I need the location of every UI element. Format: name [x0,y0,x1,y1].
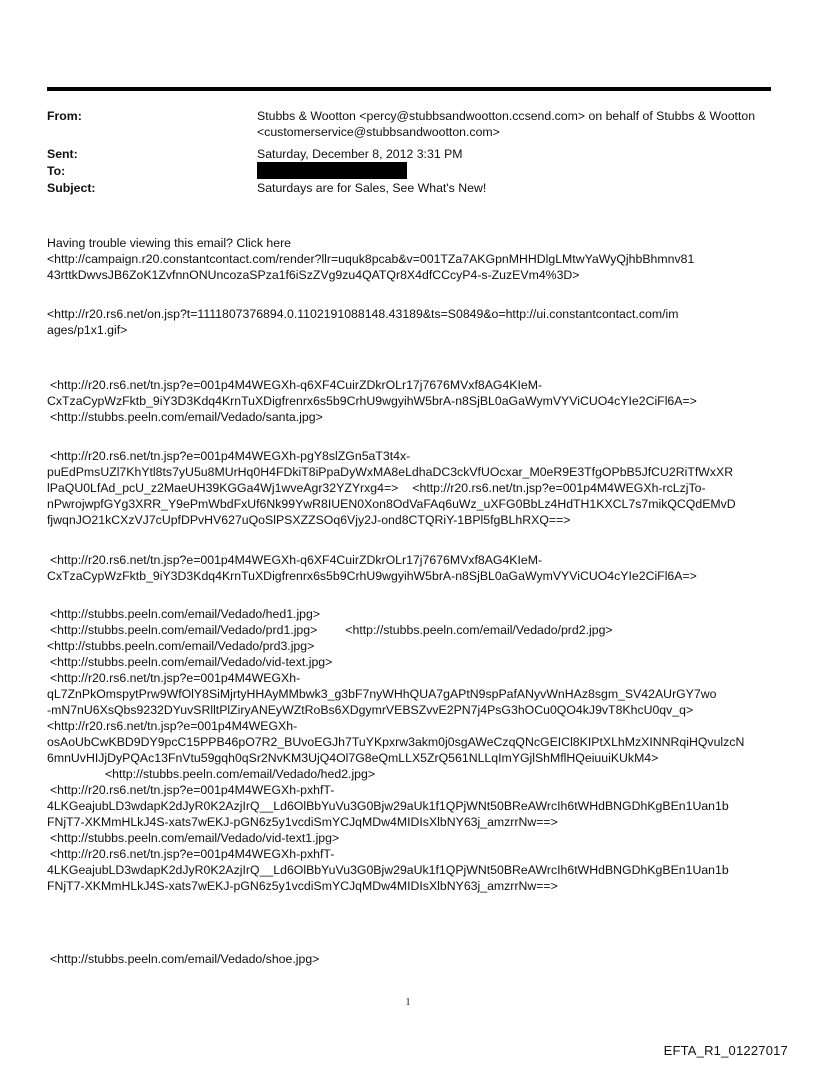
link-line[interactable]: <http://r20.rs6.net/tn.jsp?e=001p4M4WEGXh-q6XF4CuirZDkrOLr17j7676MVxf8AG4KIeM- [50,553,543,567]
link-line[interactable]: <http://r20.rs6.net/on.jsp?t=1111807376894.0.1102191088148.43189&ts=S0849&o=http://ui.constantcontact.com/im [47,307,679,321]
subject-label: Subject: [47,181,96,195]
link[interactable]: <http://r20.rs6.net/tn.jsp?e=001p4M4WEGXh-rcLzjTo- [412,481,706,495]
redaction-box [257,162,407,179]
link-line[interactable]: <http://stubbs.peeln.com/email/Vedado/prd3.jpg> [47,639,315,653]
sent-label: Sent: [47,147,78,161]
link-line[interactable]: FNjT7-XKMmHLkJ4S-xats7wEKJ-pGN6z5y1vcdiSmYCJqMDw4MIDIsXlbNY63j_amzrrNw==> [47,815,558,829]
link-line[interactable]: 4LKGeajubLD3wdapK2dJyR0K2AzjIrQ__Ld6OlBbYuVu3G0Bjw29aUk1f1QPjWNt50BReAWrcIh6tWHdBNGDhKgBEn1Uan1b [47,799,729,813]
paragraph-view-online [47,235,782,283]
document-id-stamp: EFTA_R1_01227017 [663,1043,788,1058]
from-label: From: [47,109,82,123]
link-line[interactable]: <http://stubbs.peeln.com/email/Vedado/hed1.jpg> [50,607,321,621]
link-line[interactable]: ages/p1x1.gif> [47,323,128,337]
link-line[interactable]: <http://r20.rs6.net/tn.jsp?e=001p4M4WEGXh- [47,719,298,733]
link-line[interactable]: <http://r20.rs6.net/tn.jsp?e=001p4M4WEGXh- [50,671,301,685]
link-line[interactable]: 6mnUvHIJjDyPQAc13FnVtu59gqh0qSr2NvKM3UjQ4Ol7G8eQmLLX5ZrQ561NLLqImYGjlShMflHQeiuuiKUkM4> [47,751,659,765]
link-line[interactable]: <http://stubbs.peeln.com/email/Vedado/shoe.jpg> [50,952,320,966]
subject-value: Saturdays are for Sales, See What's New! [257,181,487,195]
link-line[interactable]: -mN7nU6XsQbs9232DYuvSRlltPlZiryANEyWZtRoBs6XDgymrVEBSZvvE2PN7j4PsG3hOCu0QO4kJ9vT8KhcU0qv_q> [47,703,694,717]
link-line[interactable]: <http://stubbs.peeln.com/email/Vedado/santa.jpg> [50,410,323,424]
link-line[interactable]: CxTzaCypWzFktb_9iY3D3Kdq4KrnTuXDigfrenrx6s5b9CrhU9wgyihW5brA-n8SjBL0aGaWymVYViCUO4cYIe2CiFl6A=> [47,394,697,408]
link-line[interactable]: puEdPmsUZl7KhYtl8ts7yU5u8MUrHq0H4FDkiT8iPpaDyWxMA8eLdhaDC3ckVfUOcxar_M0eR9E3TfgOPbB5JfCU2RiTfWxXR [47,465,734,479]
link-line[interactable]: 4LKGeajubLD3wdapK2dJyR0K2AzjIrQ__Ld6OlBbYuVu3G0Bjw29aUk1f1QPjWNt50BReAWrcIh6tWHdBNGDhKgBEn1Uan1b [47,863,729,877]
link-line[interactable]: FNjT7-XKMmHLkJ4S-xats7wEKJ-pGN6z5y1vcdiSmYCJqMDw4MIDIsXlbNY63j_amzrrNw==> [47,879,558,893]
link-line[interactable]: osAoUbCwKBD9DY9pcC15PPB46pO7R2_BUvoEGJh7TuYKpxrw3akm0j0sgAWeCzqQNcGEICl8KIPtXLhMzXINNRqiHQvulzcN [47,735,745,749]
link-line[interactable]: <http://r20.rs6.net/tn.jsp?e=001p4M4WEGXh-pxhfT- [50,847,335,861]
paragraph-shoe [47,951,782,967]
link[interactable]: <http://stubbs.peeln.com/email/Vedado/prd2.jpg> [345,623,613,637]
link-line-pair [47,622,782,638]
link-line[interactable]: <http://campaign.r20.constantcontact.com/render?llr=uquk8pcab&v=001TZa7AKGpnMHHDlgLMtwYaWyQjhbBhmnv81 [47,252,695,266]
link-line[interactable]: <http://r20.rs6.net/tn.jsp?e=001p4M4WEGXh-q6XF4CuirZDkrOLr17j7676MVxf8AG4KIeM- [50,378,543,392]
paragraph-image-links [47,606,782,894]
link-line[interactable]: nPwrojwpfGYg3XRR_Y9ePmWbdFxUf6Nk99YwR8IUEN0Xon8OdVaFAq6uWz_uXFG0BbLz4HdTH1KXCL7s7mikQCQdEMvD [47,497,736,511]
paragraph-tracking-pixel [47,306,782,338]
header-divider [47,87,771,91]
text-line: Having trouble viewing this email? Click here [47,236,291,250]
sent-value: Saturday, December 8, 2012 3:31 PM [257,147,463,161]
page-number: 1 [405,997,411,1008]
link-line[interactable]: <http://r20.rs6.net/tn.jsp?e=001p4M4WEGXh-pgY8slZGn5aT3t4x- [50,449,411,463]
link[interactable]: <http://stubbs.peeln.com/email/Vedado/prd1.jpg> [50,623,318,637]
link-line[interactable]: CxTzaCypWzFktb_9iY3D3Kdq4KrnTuXDigfrenrx6s5b9CrhU9wgyihW5brA-n8SjBL0aGaWymVYViCUO4cYIe2CiFl6A=> [47,569,697,583]
from-value: Stubbs & Wootton <percy@stubbsandwootton.ccsend.com> on behalf of Stubbs & Wootton <customerservice@stubbsandwootton.com> [257,109,756,139]
link-line[interactable]: qL7ZnPkOmspytPrw9WfOlY8SiMjrtyHHAyMMbwk3_g3bF7nyWHhQUA7gAPtN9spPafANyvWnHAz8sgm_SV42AUrGY7wo [47,687,717,701]
link-line[interactable]: <http://stubbs.peeln.com/email/Vedado/vid-text.jpg> [50,655,333,669]
link-line[interactable]: <http://stubbs.peeln.com/email/Vedado/vid-text1.jpg> [50,831,340,845]
link-line[interactable]: 43rttkDwvsJB6ZoK1ZvfnnONUncozaSPza1f6iSzZVg9zu4QATQr8X4dfCCcyP4-s-ZuzEVm4%3D> [47,268,580,282]
paragraph-santa [47,377,782,425]
paragraph-repeat-link [47,552,782,584]
paragraph-links-group [47,448,782,528]
link-line[interactable]: fjwqnJO21kCXzVJ7cUpfDPvHV627uQoSlPSXZZSOq6Vjy2J-ond8CTQRiY-1BPl5fgBLhRXQ==> [47,513,571,527]
to-label: To: [47,164,66,178]
link-line[interactable]: <http://r20.rs6.net/tn.jsp?e=001p4M4WEGXh-pxhfT- [50,783,335,797]
link-line-pair [47,480,782,496]
link-line[interactable]: <http://stubbs.peeln.com/email/Vedado/hed2.jpg> [105,767,376,781]
link[interactable]: lPaQU0LfAd_pcU_z2MaeUH39KGGa4Wj1wveAgr32YZYrxg4=> [47,481,399,495]
